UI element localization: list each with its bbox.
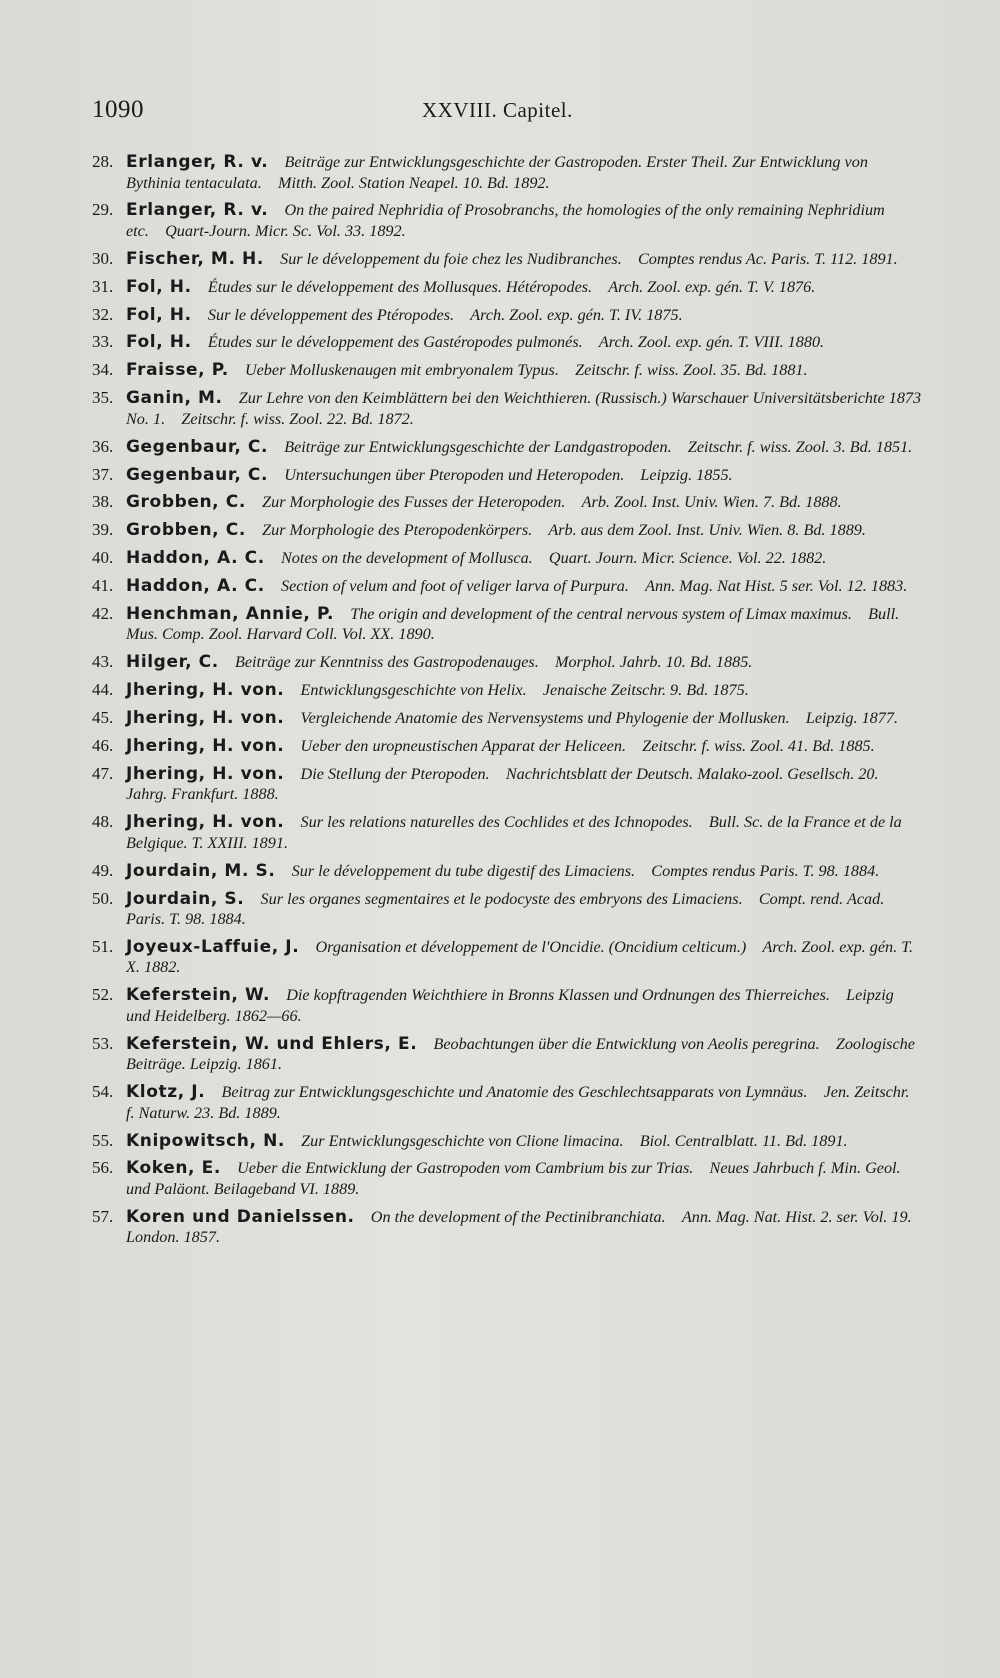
reference-author: Keferstein, W. und Ehlers, E. — [126, 1033, 418, 1054]
reference-body — [126, 986, 894, 1025]
reference-number: 49. — [92, 860, 114, 880]
reference-author: Knipowitsch, N. — [126, 1130, 285, 1151]
reference-entry — [92, 277, 922, 298]
reference-author: Jhering, H. von. — [126, 680, 285, 701]
reference-author: Jourdain, S. — [126, 888, 245, 909]
reference-entry — [92, 1131, 922, 1152]
reference-title: Études sur le développement des Gastéropodes pulmonés. — [207, 333, 583, 352]
reference-title: Untersuchungen über Pteropoden und Heteropoden. — [284, 465, 625, 484]
reference-source: Arch. Zool. exp. gén. T. X. 1882. — [126, 937, 914, 977]
reference-body — [126, 813, 902, 852]
reference-author: Jhering, H. von. — [126, 736, 285, 757]
reference-source: Bull. Sc. de la France et de la Belgique. T. XXIII. 1891. — [126, 813, 902, 852]
reference-body — [126, 577, 907, 595]
reference-author: Keferstein, W. — [126, 985, 271, 1006]
reference-body — [126, 890, 884, 929]
reference-number: 33. — [92, 332, 114, 352]
reference-entry — [92, 437, 922, 458]
reference-source: Leipzig. 1855. — [640, 465, 733, 484]
reference-number: 55. — [92, 1130, 114, 1150]
reference-entry — [92, 736, 922, 757]
reference-source: Comptes rendus Ac. Paris. T. 112. 1891. — [637, 249, 898, 268]
reference-body — [126, 653, 752, 671]
reference-entry — [92, 1207, 922, 1248]
reference-title: Sur le développement des Ptéropodes. — [207, 305, 455, 324]
reference-source: Arch. Zool. exp. gén. T. VIII. 1880. — [598, 333, 825, 352]
reference-title: Organisation et développement de l'Oncidie. (Oncidium celticum.) — [315, 937, 747, 956]
reference-title: Sur les organes segmentaires et le podocyste des embryons des Limaciens. — [260, 889, 743, 908]
reference-entry — [92, 604, 922, 645]
reference-entry — [92, 152, 922, 193]
reference-number: 36. — [92, 436, 114, 456]
reference-number: 38. — [92, 492, 114, 512]
reference-entry — [92, 1034, 922, 1075]
reference-author: Klotz, J. — [126, 1082, 206, 1103]
reference-body — [126, 438, 912, 456]
reference-title: The origin and development of the central nervous system of Limax maximus. — [350, 604, 852, 623]
reference-title: Beobachtungen über die Entwicklung von Aeolis peregrina. — [433, 1034, 820, 1053]
reference-author: Koken, E. — [126, 1158, 221, 1179]
reference-number: 43. — [92, 652, 114, 672]
reference-source: Ann. Mag. Nat Hist. 5 ser. Vol. 12. 1883. — [645, 577, 908, 596]
reference-number: 52. — [92, 985, 114, 1005]
reference-author: Hilger, C. — [126, 652, 219, 673]
reference-entry — [92, 680, 922, 701]
reference-body — [126, 681, 749, 699]
reference-title: Ueber den uropneustischen Apparat der Heliceen. — [300, 737, 627, 756]
reference-author: Fraisse, P. — [126, 360, 229, 381]
reference-source: Bull. Mus. Comp. Zool. Harvard Coll. Vol. XX. 1890. — [126, 604, 900, 644]
reference-number: 35. — [92, 388, 114, 408]
reference-source: Nachrichtsblatt der Deutsch. Malako-zool. Gesellsch. 20. Jahrg. Frankfurt. 1888. — [126, 764, 879, 804]
reference-author: Jhering, H. von. — [126, 763, 285, 784]
reference-number: 30. — [92, 248, 114, 268]
reference-entry — [92, 652, 922, 673]
reference-title: Études sur le développement des Mollusques. Hétéropodes. — [207, 277, 593, 296]
reference-title: Beiträge zur Entwicklungsgeschichte der Landgastropoden. — [284, 437, 672, 456]
reference-body — [126, 306, 683, 324]
reference-entry — [92, 332, 922, 353]
reference-body — [126, 938, 913, 977]
reference-body — [126, 201, 885, 240]
reference-source: Quart. Journ. Micr. Science. Vol. 22. 1882. — [548, 549, 827, 568]
reference-number: 54. — [92, 1082, 114, 1102]
reference-body — [126, 709, 898, 727]
reference-author: Haddon, A. C. — [126, 576, 265, 597]
reference-number: 42. — [92, 603, 114, 623]
reference-body — [126, 361, 808, 379]
reference-number: 40. — [92, 548, 114, 568]
reference-title: Zur Entwicklungsgeschichte von Clione limacina. — [301, 1131, 624, 1150]
reference-body — [126, 549, 826, 567]
reference-body — [126, 1159, 901, 1198]
reference-author: Fol, H. — [126, 276, 192, 297]
reference-source: Leipzig und Heidelberg. 1862—66. — [126, 986, 894, 1025]
reference-number: 51. — [92, 936, 114, 956]
reference-entry — [92, 465, 922, 486]
reference-author: Grobben, C. — [126, 520, 246, 541]
reference-number: 57. — [92, 1206, 114, 1226]
reference-source: Compt. rend. Acad. Paris. T. 98. 1884. — [126, 889, 885, 929]
reference-title: Die Stellung der Pteropoden. — [300, 764, 490, 783]
reference-source: Arb. aus dem Zool. Inst. Univ. Wien. 8. Bd. 1889. — [548, 521, 866, 540]
reference-body — [126, 278, 815, 296]
reference-source: Comptes rendus Paris. T. 98. 1884. — [651, 861, 880, 880]
reference-author: Jhering, H. von. — [126, 708, 285, 729]
reference-title: Beiträge zur Entwicklungsgeschichte der Gastropoden. Erster Theil. Zur Entwicklung von Bythinia tentaculata. — [126, 153, 868, 192]
reference-number: 46. — [92, 736, 114, 756]
reference-title: Section of velum and foot of veliger larva of Purpura. — [280, 577, 629, 596]
reference-list — [92, 152, 922, 1255]
reference-number: 48. — [92, 812, 114, 832]
reference-number: 45. — [92, 708, 114, 728]
reference-number: 39. — [92, 520, 114, 540]
reference-body — [126, 389, 921, 428]
reference-entry — [92, 985, 922, 1026]
reference-entry — [92, 1158, 922, 1199]
page-number: 1090 — [92, 96, 144, 123]
reference-author: Erlanger, R. v. — [126, 152, 269, 172]
reference-author: Gegenbaur, C. — [126, 464, 269, 485]
reference-body — [126, 862, 879, 880]
reference-source: Jenaische Zeitschr. 9. Bd. 1875. — [542, 681, 749, 700]
reference-author: Fol, H. — [126, 332, 192, 353]
reference-author: Grobben, C. — [126, 492, 246, 513]
reference-source: Zeitschr. f. wiss. Zool. 35. Bd. 1881. — [575, 361, 808, 380]
reference-author: Fol, H. — [126, 304, 192, 325]
reference-author: Jourdain, M. S. — [126, 860, 276, 881]
reference-author: Haddon, A. C. — [126, 548, 265, 569]
reference-entry — [92, 200, 922, 241]
reference-entry — [92, 305, 922, 326]
reference-source: Leipzig. 1877. — [805, 709, 898, 728]
reference-title: On the development of the Pectinibranchiata. — [370, 1207, 666, 1226]
reference-entry — [92, 889, 922, 930]
reference-author: Ganin, M. — [126, 388, 223, 409]
reference-author: Joyeux-Laffuie, J. — [126, 936, 300, 957]
reference-author: Fischer, M. H. — [126, 248, 264, 269]
reference-number: 32. — [92, 304, 114, 324]
reference-title: Zur Morphologie des Pteropodenkörpers. — [262, 521, 533, 540]
reference-source: Jen. Zeitschr. f. Naturw. 23. Bd. 1889. — [126, 1083, 910, 1122]
reference-title: Ueber die Entwicklung der Gastropoden vom Cambrium bis zur Trias. — [237, 1159, 694, 1178]
reference-source: Quart-Journ. Micr. Sc. Vol. 33. 1892. — [165, 221, 406, 240]
reference-entry — [92, 576, 922, 597]
reference-entry — [92, 764, 922, 805]
reference-body — [126, 1035, 915, 1074]
reference-title: On the paired Nephridia of Prosobranchs, the homologies of the only remaining Nephridium etc. — [126, 201, 885, 240]
reference-source: Biol. Centralblatt. 11. Bd. 1891. — [639, 1131, 848, 1150]
reference-number: 34. — [92, 360, 114, 380]
reference-number: 56. — [92, 1158, 114, 1178]
reference-entry — [92, 937, 922, 978]
reference-entry — [92, 388, 922, 429]
reference-body — [126, 493, 842, 511]
reference-number: 31. — [92, 276, 114, 296]
reference-title: Ueber Molluskenaugen mit embryonalem Typus. — [244, 361, 559, 380]
reference-entry — [92, 861, 922, 882]
reference-author: Gegenbaur, C. — [126, 436, 269, 457]
running-head: XXVIII. Capitel. — [422, 98, 573, 122]
reference-title: Vergleichende Anatomie des Nervensystems und Phylogenie der Mollusken. — [300, 709, 790, 728]
reference-author: Henchman, Annie, P. — [126, 603, 334, 624]
reference-entry — [92, 708, 922, 729]
reference-body — [126, 521, 866, 539]
reference-source: Mitth. Zool. Station Neapel. 10. Bd. 1892. — [277, 173, 550, 192]
reference-title: Zur Morphologie des Fusses der Heteropoden. — [262, 493, 566, 512]
reference-number: 37. — [92, 464, 114, 484]
reference-entry — [92, 812, 922, 853]
reference-number: 29. — [92, 200, 114, 220]
reference-title: Sur les relations naturelles des Cochlides et des Ichnopodes. — [300, 813, 693, 832]
reference-author: Erlanger, R. v. — [126, 200, 269, 221]
reference-author: Jhering, H. von. — [126, 812, 285, 833]
reference-body — [126, 765, 879, 804]
reference-title: Die kopftragenden Weichthiere in Bronns Klassen und Ordnungen des Thierreiches. — [286, 986, 830, 1005]
reference-title: Beitrag zur Entwicklungsgeschichte und Anatomie des Geschlechtsapparats von Lymnäus. — [221, 1083, 808, 1102]
reference-source: Zoologische Beiträge. Leipzig. 1861. — [126, 1034, 915, 1074]
reference-number: 53. — [92, 1033, 114, 1053]
reference-title: Beiträge zur Kenntniss des Gastropodenauges. — [234, 653, 539, 672]
reference-title: Notes on the development of Mollusca. — [280, 549, 533, 568]
reference-body — [126, 333, 824, 351]
reference-source: Zeitschr. f. wiss. Zool. 22. Bd. 1872. — [181, 409, 414, 428]
reference-body — [126, 1132, 848, 1150]
reference-number: 41. — [92, 576, 114, 596]
reference-entry — [92, 249, 922, 270]
reference-body — [126, 250, 898, 268]
reference-entry — [92, 492, 922, 513]
reference-source: Zeitschr. f. wiss. Zool. 41. Bd. 1885. — [642, 737, 875, 756]
reference-body — [126, 153, 868, 192]
reference-body — [126, 466, 733, 484]
reference-author: Koren und Danielssen. — [126, 1206, 355, 1227]
page-header — [92, 96, 920, 136]
reference-title: Sur le développement du foie chez les Nudibranches. — [280, 249, 622, 268]
reference-source: Arch. Zool. exp. gén. T. IV. 1875. — [470, 305, 683, 324]
reference-source: Arch. Zool. exp. gén. T. V. 1876. — [608, 277, 816, 296]
reference-entry — [92, 520, 922, 541]
reference-entry — [92, 548, 922, 569]
reference-number: 28. — [92, 152, 114, 171]
reference-title: Zur Lehre von den Keimblättern bei den Weichthieren. (Russisch.) Warschauer Universitätsberichte 1873 No. 1. — [126, 389, 922, 428]
reference-number: 50. — [92, 888, 114, 908]
reference-body — [126, 1083, 909, 1122]
reference-number: 44. — [92, 680, 114, 700]
reference-source: Arb. Zool. Inst. Univ. Wien. 7. Bd. 1888. — [581, 493, 842, 512]
reference-body — [126, 605, 899, 644]
reference-source: Neues Jahrbuch f. Min. Geol. und Paläont. Beilageband VI. 1889. — [126, 1159, 901, 1198]
reference-source: Morphol. Jahrb. 10. Bd. 1885. — [554, 653, 753, 672]
reference-body — [126, 1208, 912, 1247]
reference-entry — [92, 1082, 922, 1123]
reference-title: Entwicklungsgeschichte von Helix. — [300, 681, 527, 700]
reference-source: Ann. Mag. Nat. Hist. 2. ser. Vol. 19. London. 1857. — [126, 1207, 912, 1247]
reference-number: 47. — [92, 763, 114, 783]
reference-title: Sur le développement du tube digestif des Limaciens. — [291, 861, 636, 880]
reference-source: Zeitschr. f. wiss. Zool. 3. Bd. 1851. — [687, 437, 913, 456]
reference-body — [126, 737, 875, 755]
reference-entry — [92, 360, 922, 381]
